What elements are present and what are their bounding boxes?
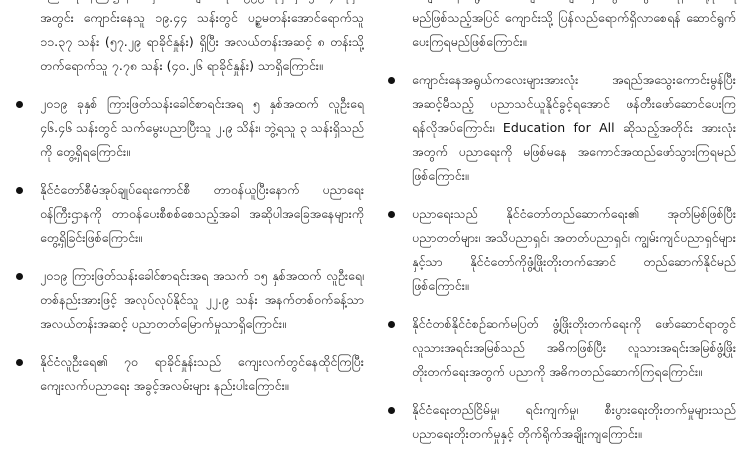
bullet-icon [388,211,395,218]
bullet-icon [388,321,395,328]
bullet-item [12,178,364,250]
bullet-text: နိုင်ငံလူဦးရေ၏ ၇၀ ရာခိုင်နှုန်းသည် ကျေးလက်တွင်နေထိုင်ကြပြီး ကျေးလက်ပညာရေး အခွင့်အလမ်းများ နည်းပါးကြောင်း။ [40,354,364,393]
bullet-text: နိုင်ငံတော်စီမံအုပ်ချုပ်ရေးကောင်စီ တာဝန်ယူပြီးနောက် ပညာရေးဝန်ကြီးဌာနကို တာဝန်ပေးစီစစ်စေသည့်အခါ အဆိုပါအခြေအနေများကို တွေ့ရှိခြင်းဖြစ်ကြောင်း။ [40,182,364,245]
bullet-text: ပညာရေးသည် နိုင်ငံတော်တည်ဆောက်ရေး၏ အုတ်မြစ်ဖြစ်ပြီး ပညာတတ်များ၊ အသိပညာရှင်၊ အတတ်ပညာရှင်၊ ကျွမ်းကျင်ပညာရှင်များနှင့်သာ နိုင်ငံတော်ကိုဖွံ့ဖြိုးတိုးတက်အောင် တည်ဆောက်နိုင်မည်ဖြစ်ကြောင်း။ [412,206,736,293]
bullet-item [12,264,364,336]
bullet-text: မည်ဖြစ်သည့်အပြင် ကျောင်းသို့ ပြန်လည်ရောက်ရှိလာစေရန် ဆောင်ရွက်ပေးကြရမည်ဖြစ်ကြောင်း။ [412,10,736,49]
bullet-item [12,350,364,398]
bullet-text: အတွင်း ကျောင်းနေသူ ၁၉.၄၄ သန်းတွင် ပဥ္စမတန်းအောင်ရောက်သူ ၁၁.၃၇ သန်း (၅၇.၂၉ ရာခိုင်နှုန်း) ရှိပြီး အလယ်တန်းအဆင့် ၈ တန်းသို့ တက်ရောက်သူ ၇.၇၈ သန်း (၄၀.၂၆ ရာခိုင်နှုန်း) သာရှိကြောင်း။ [40,10,364,73]
right-column [384,0,736,460]
bullet-item [12,0,364,78]
bullet-text: နိုင်ငံတစ်နိုင်ငံစဉ်ဆက်မပြတ် ဖွံ့ဖြိုးတိုးတက်ရေးကို ဖော်ဆောင်ရာတွင် လူသားအရင်းအမြစ်သည် အဓိကဖြစ်ပြီး လူသားအရင်းအမြစ်ဖွံ့ဖြိုးတိုးတက်ရေးအတွက် ပညာကို အဓိကတည်ဆောက်ကြရကြောင်း။ [412,316,736,379]
bullet-icon [16,273,23,280]
bullet-item [384,0,736,54]
bullet-icon [16,187,23,194]
bullet-icon [388,77,395,84]
bullet-item [384,68,736,188]
bullet-icon [388,407,395,414]
bullet-item [384,312,736,384]
bullet-item [384,398,736,446]
bullet-text: ၂၀၁၉ ကြားဖြတ်သန်းခေါင်စာရင်းအရ အသက် ၁၅ နှစ်အထက် လူဦးရေ၊ တစ်နည်းအားဖြင့် အလုပ်လုပ်နိုင်သူ ၂၂.၉ သန်း အနက်တစ်ဝက်ခန့်သာ အလယ်တန်းအဆင့် ပညာတတ်မြောက်မှုသာရှိကြောင်း။ [40,268,364,331]
bullet-item [384,202,736,298]
bullet-icon [16,101,23,108]
bullet-text: နိုင်ငံရေးတည်ငြိမ်မှု၊ ရင်းကျက်မှု၊ စီးပွားရေးတိုးတက်မှုများသည် ပညာရေးတိုးတက်မှုနှင့် တိုက်ရိုက်အချိုးကျကြောင်း။ [412,402,736,441]
left-column [12,0,364,412]
bullet-icon [16,359,23,366]
bullet-text: ကျောင်းနေအရွယ်ကလေးများအားလုံး အရည်အသွေးကောင်းမွန်ပြီး အဆင့်မီသည့် ပညာသင်ယူနိုင်ခွင့်ရအောင် ဖန်တီးဖော်ဆောင်ပေးကြရန်လိုအပ်ကြောင်း၊ Education for All ဆိုသည့်အတိုင်း အားလုံးအတွက် ပညာရေးကို မဖြစ်မနေ အကောင်အထည်ဖော်သွားကြရမည်ဖြစ်ကြောင်း။ [412,72,736,183]
bullet-text: ၂၀၁၉ ခုနှစ် ကြားဖြတ်သန်းခေါင်စာရင်းအရ ၅ နှစ်အထက် လူဦးရေ ၄၆.၄၆ သန်းတွင် သက်မွေးပညာပြီးသူ ၂.၉ သိန်း၊ ဘွဲ့ရသူ ၃ သန်းရှိသည်ကို တွေ့ရှိရကြောင်း။ [40,96,364,159]
bullet-item [12,92,364,164]
